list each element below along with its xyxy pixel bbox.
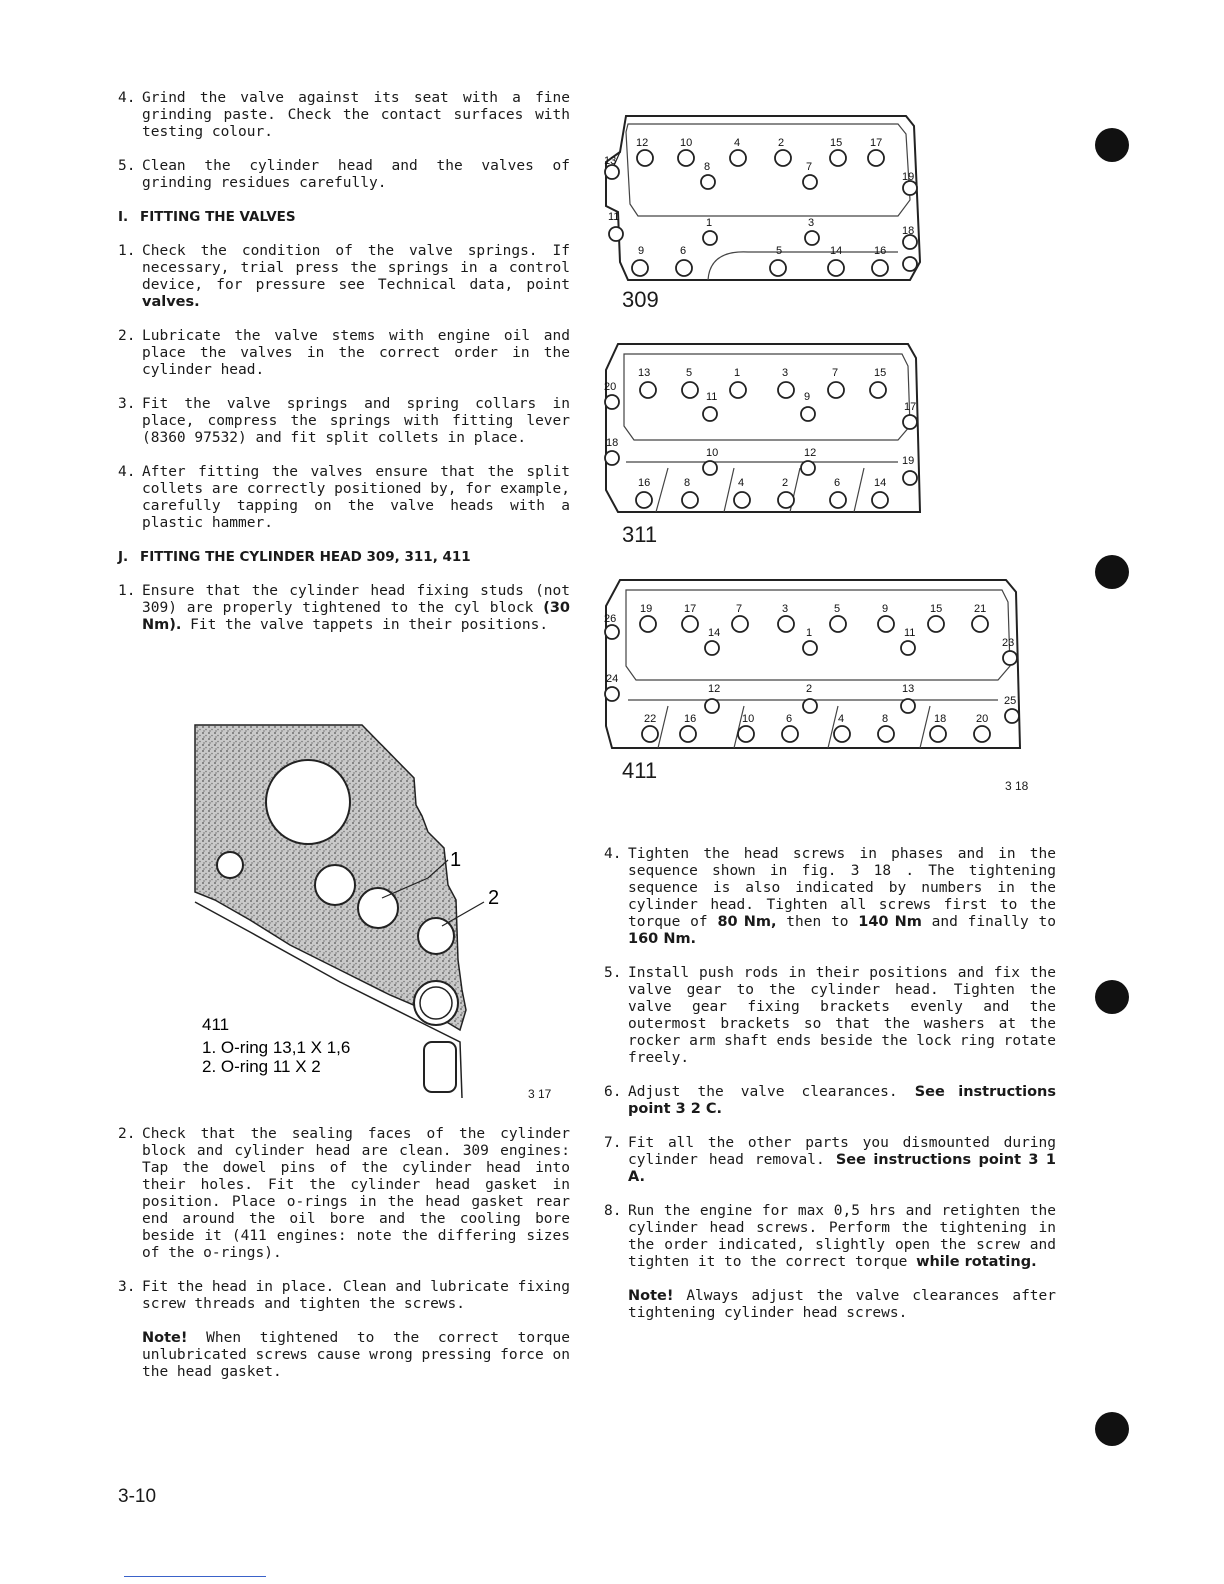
binder-hole <box>1095 980 1129 1014</box>
step: 5. Clean the cylinder head and the valves of grinding residues carefully. <box>118 158 570 191</box>
svg-text:8: 8 <box>704 161 711 173</box>
svg-text:18: 18 <box>902 225 915 237</box>
svg-text:19: 19 <box>902 171 915 183</box>
figure-label-309: 309 <box>622 287 659 312</box>
binder-hole <box>1095 128 1129 162</box>
fig-engine-label: 411 <box>202 1015 230 1034</box>
step: 1. Check the condition of the valve springs. If necessary, trial press the springs in a control device, for pressure see Technical data, point valves. <box>118 243 570 310</box>
svg-text:17: 17 <box>870 137 883 149</box>
svg-text:14: 14 <box>830 245 843 257</box>
svg-text:3: 3 <box>808 217 815 229</box>
svg-text:11: 11 <box>608 211 620 223</box>
svg-text:5: 5 <box>686 367 693 379</box>
svg-text:4: 4 <box>838 713 845 725</box>
figure-label-311: 311 <box>622 522 658 547</box>
svg-text:9: 9 <box>882 603 889 615</box>
svg-text:2: 2 <box>778 137 785 149</box>
oring-2-bore <box>418 918 454 954</box>
svg-text:4: 4 <box>734 137 741 149</box>
bore <box>315 865 355 905</box>
oring-2-spec: 2. O-ring 11 X 2 <box>202 1057 321 1076</box>
svg-text:21: 21 <box>974 603 987 615</box>
slot <box>424 1042 456 1092</box>
figure-ref-318: 3 18 <box>1005 779 1029 793</box>
step: 2. Lubricate the valve stems with engine oil and place the valves in the correct order in the cylinder head. <box>118 328 570 378</box>
binder-hole <box>1095 555 1129 589</box>
cylinder-head-411-diagram <box>598 576 1028 752</box>
svg-text:9: 9 <box>638 245 645 257</box>
svg-text:10: 10 <box>742 713 755 725</box>
svg-text:3: 3 <box>782 367 789 379</box>
footer-rule <box>124 1576 266 1577</box>
svg-text:19: 19 <box>640 603 653 615</box>
step: 4. Grind the valve against its seat with a fine grinding paste. Check the contact surfaces with testing colour. <box>118 90 570 140</box>
svg-text:18: 18 <box>934 713 947 725</box>
svg-text:6: 6 <box>680 245 687 257</box>
svg-text:12: 12 <box>636 137 649 149</box>
left-column-bottom <box>118 1126 570 1398</box>
svg-text:11: 11 <box>706 391 718 403</box>
svg-text:18: 18 <box>606 437 619 449</box>
section-heading: J. FITTING THE CYLINDER HEAD 309, 311, 411 <box>118 549 471 565</box>
svg-text:10: 10 <box>706 447 719 459</box>
svg-text:7: 7 <box>806 161 813 173</box>
step: 7. Fit all the other parts you dismounted during cylinder head removal. See instructions point 3 1 A. <box>604 1135 1056 1185</box>
note: Note! When tightened to the correct torque unlubricated screws cause wrong pressing force on the head gasket. <box>142 1330 570 1380</box>
svg-text:17: 17 <box>904 401 917 413</box>
svg-text:5: 5 <box>834 603 841 615</box>
svg-text:17: 17 <box>684 603 697 615</box>
svg-text:20: 20 <box>976 713 989 725</box>
svg-text:24: 24 <box>606 673 619 685</box>
svg-text:7: 7 <box>736 603 743 615</box>
svg-text:12: 12 <box>804 447 817 459</box>
svg-text:15: 15 <box>930 603 943 615</box>
svg-text:26: 26 <box>604 613 617 625</box>
gasket-oring-figure <box>190 720 570 1110</box>
cylinder-head-309-diagram <box>598 112 928 284</box>
svg-text:13: 13 <box>638 367 651 379</box>
callout-1: 1 <box>450 849 462 871</box>
svg-text:11: 11 <box>904 627 916 639</box>
step: 3. Fit the head in place. Clean and lubricate fixing screw threads and tighten the screws. <box>118 1279 570 1312</box>
binder-hole <box>1095 1412 1129 1446</box>
svg-text:2: 2 <box>806 683 813 695</box>
svg-text:16: 16 <box>874 245 887 257</box>
right-column <box>604 846 1056 1339</box>
page-number: 3-10 <box>118 1486 157 1507</box>
svg-text:10: 10 <box>680 137 693 149</box>
svg-text:14: 14 <box>708 627 721 639</box>
svg-text:23: 23 <box>1002 637 1015 649</box>
svg-text:6: 6 <box>786 713 793 725</box>
svg-text:1: 1 <box>706 217 713 229</box>
oring-1-spec: 1. O-ring 13,1 X 1,6 <box>202 1038 351 1057</box>
cylinder-head-311-diagram <box>598 340 928 520</box>
svg-text:1: 1 <box>734 367 741 379</box>
figure-ref-317: 3 17 <box>528 1087 552 1101</box>
svg-text:9: 9 <box>804 391 811 403</box>
figure-label-411: 411 <box>622 758 658 783</box>
svg-text:6: 6 <box>834 477 841 489</box>
svg-text:12: 12 <box>708 683 721 695</box>
svg-text:1: 1 <box>806 627 813 639</box>
step: 5. Install push rods in their positions and fix the valve gear to the cylinder head. Tighten the valve gear fixing brackets evenly and the outermost brackets so that the washers at the rocker arm shaft ends beside the lock ring rotate freely. <box>604 965 1056 1066</box>
svg-text:19: 19 <box>902 455 915 467</box>
note: Note! Always adjust the valve clearances after tightening cylinder head screws. <box>628 1288 1056 1321</box>
svg-text:25: 25 <box>1004 695 1017 707</box>
svg-text:3: 3 <box>782 603 789 615</box>
svg-text:15: 15 <box>874 367 887 379</box>
svg-text:22: 22 <box>644 713 657 725</box>
step: 3. Fit the valve springs and spring collars in place, compress the springs with fitting lever (8360 97532) and fit split collets in place. <box>118 396 570 446</box>
svg-text:20: 20 <box>604 381 617 393</box>
small-bore <box>217 852 243 878</box>
left-column-top <box>118 90 570 651</box>
step: 4. After fitting the valves ensure that the split collets are correctly positioned by, for example, carefully tapping on the valve heads with a plastic hammer. <box>118 464 570 531</box>
svg-text:8: 8 <box>684 477 691 489</box>
svg-text:15: 15 <box>830 137 843 149</box>
step: 6. Adjust the valve clearances. See instructions point 3 2 C. <box>604 1084 1057 1117</box>
svg-text:2: 2 <box>782 477 789 489</box>
step: 2. Check that the sealing faces of the cylinder block and cylinder head are clean. 309 engines: Tap the dowel pins of the cylinder head into their holes. Fit the cylinder head gasket in position. Place o-rings in the head gasket rear end around the oil bore and the cooling bore beside it (411 engines: note the differing sizes of the o-rings). <box>118 1126 570 1261</box>
step: 8. Run the engine for max 0,5 hrs and retighten the cylinder head screws. Perform the tightening in the order indicated, slightly open the screw and tighten it to the correct torque while rotating. <box>604 1203 1056 1270</box>
svg-text:13: 13 <box>902 683 915 695</box>
svg-text:14: 14 <box>874 477 887 489</box>
svg-text:4: 4 <box>738 477 745 489</box>
step: 4. Tighten the head screws in phases and in the sequence shown in fig. 3 18 . The tightening sequence is also indicated by numbers in the cylinder head. Tighten all screws first to the torque of 80 Nm, then to 140 Nm and finally to 160 Nm. <box>604 846 1057 947</box>
svg-text:5: 5 <box>776 245 783 257</box>
callout-2: 2 <box>488 887 500 909</box>
large-bore <box>266 760 350 844</box>
svg-text:16: 16 <box>638 477 651 489</box>
step: 1. Ensure that the cylinder head fixing studs (not 309) are properly tightened to the cyl block (30 Nm). Fit the valve tappets in their positions. <box>118 583 571 633</box>
svg-text:13: 13 <box>604 155 617 167</box>
section-heading: I. FITTING THE VALVES <box>118 209 296 225</box>
svg-text:7: 7 <box>832 367 839 379</box>
svg-text:16: 16 <box>684 713 697 725</box>
svg-text:8: 8 <box>882 713 889 725</box>
